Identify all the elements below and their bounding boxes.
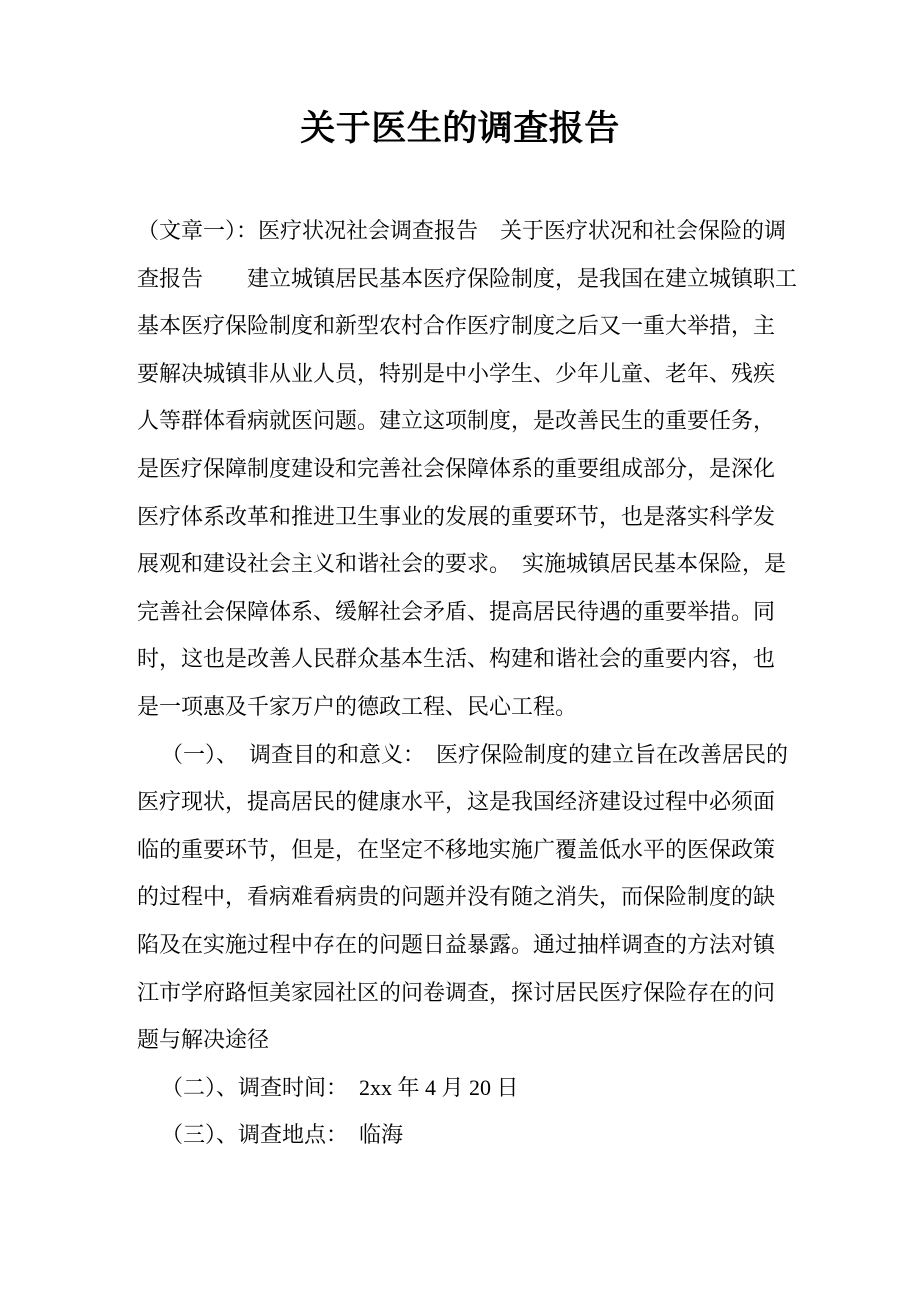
text-line: 展观和建设社会主义和谐社会的要求。 实施城镇居民基本保险，是	[137, 551, 787, 577]
text-line: 的过程中，看病难看病贵的问题并没有随之消失，而保险制度的缺	[137, 884, 776, 910]
text-line: 医疗现状，提高居民的健康水平，这是我国经济建设过程中必须面	[137, 789, 776, 815]
text-line: 人等群体看病就医问题。建立这项制度，是改善民生的重要任务，	[137, 408, 776, 434]
text-line: 是医疗保障制度建设和完善社会保障体系的重要组成部分，是深化	[137, 455, 776, 481]
text-line-section-2: （二）、调查时间： 2xx 年 4 月 20 日	[161, 1074, 519, 1100]
text-line: （文章一）：医疗状况社会调查报告 关于医疗状况和社会保险的调	[137, 218, 787, 243]
text-line: 完善社会保障体系、缓解社会矛盾、提高居民待遇的重要举措。同	[137, 598, 776, 624]
text-line-section-3: （三）、调查地点： 临海	[161, 1122, 404, 1148]
document-body	[137, 207, 805, 1159]
text-line: 江市学府路恒美家园社区的问卷调查，探讨居民医疗保险存在的问	[137, 979, 776, 1005]
text-line: 基本医疗保险制度和新型农村合作医疗制度之后又一重大举措，主	[137, 313, 776, 339]
text-line: 要解决城镇非从业人员，特别是中小学生、少年儿童、老年、残疾	[137, 360, 776, 386]
text-line: 陷及在实施过程中存在的问题日益暴露。通过抽样调查的方法对镇	[137, 931, 776, 957]
text-line: 查报告 建立城镇居民基本医疗保险制度，是我国在建立城镇职工	[137, 265, 798, 291]
text-line: 是一项惠及千家万户的德政工程、民心工程。	[137, 693, 578, 719]
text-line-section-1: （一）、 调查目的和意义： 医疗保险制度的建立旨在改善居民的	[161, 741, 789, 767]
document-title: 关于医生的调查报告	[300, 109, 620, 148]
text-line: 时，这也是改善人民群众基本生活、构建和谐社会的重要内容，也	[137, 646, 776, 672]
text-line: 题与解决途径	[137, 1027, 270, 1053]
text-line: 临的重要环节，但是，在坚定不移地实施广覆盖低水平的医保政策	[137, 836, 776, 862]
text-line: 医疗体系改革和推进卫生事业的发展的重要环节，也是落实科学发	[137, 503, 776, 529]
